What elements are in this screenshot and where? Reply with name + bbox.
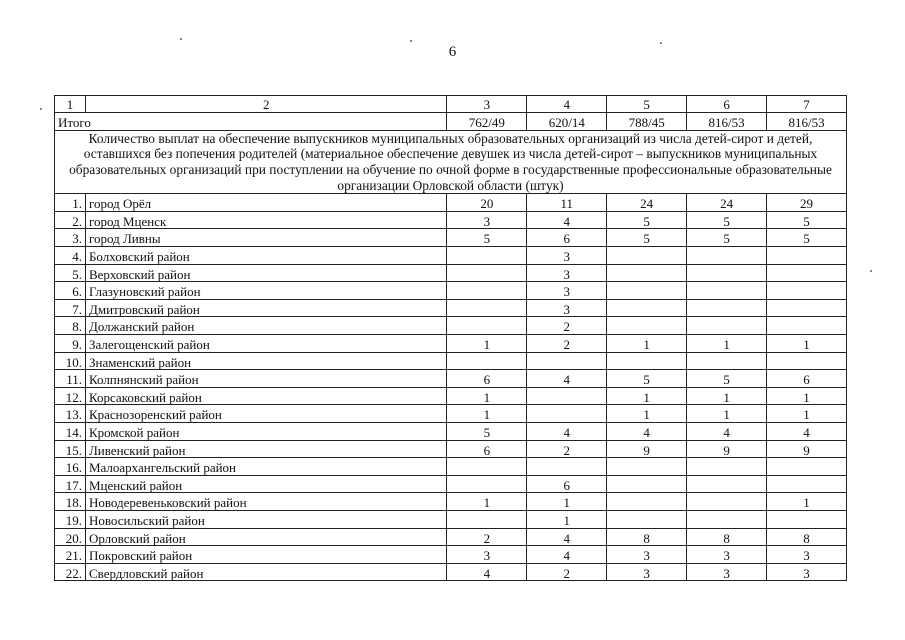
value-cell: [687, 493, 767, 511]
value-cell: [447, 317, 527, 335]
column-number: 4: [527, 96, 607, 113]
total-value: 620/14: [527, 113, 607, 131]
value-cell: 5: [687, 370, 767, 388]
value-cell: [607, 493, 687, 511]
value-cell: 1: [767, 493, 847, 511]
district-name: Ливенский район: [85, 440, 446, 458]
value-cell: 3: [687, 546, 767, 564]
table-row: [55, 247, 847, 265]
value-cell: [607, 282, 687, 300]
section-title: Количество выплат на обеспечение выпускников муниципальных образовательных организаций из числа детей-сирот и детей, оставшихся без попечения родителей (материальное обеспечение девушек из числа детей-сирот – выпускников муниципальных образовательных организаций при поступлении на обучение по очной форме в государственные профессиональные образовательные организации Орловской области (штук): [55, 130, 847, 194]
value-cell: 6: [527, 229, 607, 247]
value-cell: 1: [447, 335, 527, 353]
value-cell: [447, 352, 527, 370]
district-name: Покровский район: [85, 546, 446, 564]
value-cell: 5: [447, 229, 527, 247]
value-cell: [447, 282, 527, 300]
value-cell: 1: [447, 493, 527, 511]
row-number: 4.: [55, 247, 86, 265]
total-value: 788/45: [607, 113, 687, 131]
value-cell: 3: [767, 563, 847, 581]
value-cell: 2: [527, 317, 607, 335]
table-row: [55, 264, 847, 282]
value-cell: 1: [687, 387, 767, 405]
value-cell: 3: [687, 563, 767, 581]
total-value: 816/53: [687, 113, 767, 131]
value-cell: 4: [527, 528, 607, 546]
value-cell: 3: [607, 546, 687, 564]
column-number: 1: [55, 96, 86, 113]
value-cell: 2: [447, 528, 527, 546]
table-row: [55, 423, 847, 441]
value-cell: 4: [687, 423, 767, 441]
table-row: [55, 387, 847, 405]
table-row: [55, 317, 847, 335]
value-cell: 4: [527, 211, 607, 229]
row-number: 6.: [55, 282, 86, 300]
table-row: [55, 194, 847, 212]
value-cell: 5: [607, 370, 687, 388]
row-number: 9.: [55, 335, 86, 353]
value-cell: [607, 264, 687, 282]
scan-speck: [870, 270, 872, 272]
row-number: 20.: [55, 528, 86, 546]
district-name: Новодеревеньковский район: [85, 493, 446, 511]
district-name: Корсаковский район: [85, 387, 446, 405]
value-cell: [687, 458, 767, 476]
value-cell: 5: [767, 211, 847, 229]
value-cell: 11: [527, 194, 607, 212]
value-cell: 4: [607, 423, 687, 441]
value-cell: 3: [767, 546, 847, 564]
scan-speck: [410, 40, 412, 42]
value-cell: [767, 299, 847, 317]
district-name: Орловский район: [85, 528, 446, 546]
row-number: 12.: [55, 387, 86, 405]
table-row: [55, 405, 847, 423]
value-cell: 2: [527, 563, 607, 581]
district-name: Малоархангельский район: [85, 458, 446, 476]
value-cell: 1: [767, 335, 847, 353]
value-cell: [687, 352, 767, 370]
value-cell: 6: [447, 440, 527, 458]
row-number: 8.: [55, 317, 86, 335]
value-cell: [687, 475, 767, 493]
table-row: [55, 229, 847, 247]
district-name: Колпнянский район: [85, 370, 446, 388]
value-cell: 5: [607, 229, 687, 247]
total-label: Итого: [55, 113, 447, 131]
value-cell: [527, 458, 607, 476]
value-cell: 9: [687, 440, 767, 458]
column-number: 5: [607, 96, 687, 113]
value-cell: [607, 247, 687, 265]
value-cell: [607, 299, 687, 317]
value-cell: 6: [527, 475, 607, 493]
value-cell: [767, 317, 847, 335]
value-cell: [607, 317, 687, 335]
value-cell: 24: [607, 194, 687, 212]
row-number: 7.: [55, 299, 86, 317]
column-number: 3: [447, 96, 527, 113]
value-cell: [767, 282, 847, 300]
row-number: 19.: [55, 510, 86, 528]
column-number: 7: [767, 96, 847, 113]
value-cell: 1: [527, 510, 607, 528]
table-row: [55, 510, 847, 528]
district-name: Знаменский район: [85, 352, 446, 370]
value-cell: [687, 264, 767, 282]
row-number: 17.: [55, 475, 86, 493]
value-cell: 4: [767, 423, 847, 441]
value-cell: 3: [527, 247, 607, 265]
table-body: [55, 96, 847, 581]
data-table: [54, 95, 847, 581]
value-cell: 1: [607, 405, 687, 423]
row-number: 10.: [55, 352, 86, 370]
value-cell: 5: [687, 229, 767, 247]
district-name: Глазуновский район: [85, 282, 446, 300]
value-cell: 1: [447, 387, 527, 405]
value-cell: 1: [767, 405, 847, 423]
value-cell: 8: [767, 528, 847, 546]
value-cell: [527, 405, 607, 423]
value-cell: 5: [447, 423, 527, 441]
value-cell: 4: [527, 423, 607, 441]
value-cell: 1: [767, 387, 847, 405]
value-cell: 29: [767, 194, 847, 212]
table-row: [55, 546, 847, 564]
value-cell: [447, 510, 527, 528]
table-row: [55, 352, 847, 370]
value-cell: [527, 387, 607, 405]
value-cell: 4: [447, 563, 527, 581]
table-row: [55, 370, 847, 388]
value-cell: 4: [527, 370, 607, 388]
value-cell: [447, 247, 527, 265]
column-number-row: [55, 96, 847, 113]
value-cell: 24: [687, 194, 767, 212]
total-row: [55, 113, 847, 131]
row-number: 18.: [55, 493, 86, 511]
district-name: Мценский район: [85, 475, 446, 493]
value-cell: [447, 264, 527, 282]
value-cell: [687, 299, 767, 317]
value-cell: 3: [447, 211, 527, 229]
district-name: Кромской район: [85, 423, 446, 441]
value-cell: [447, 475, 527, 493]
value-cell: 3: [607, 563, 687, 581]
district-name: Свердловский район: [85, 563, 446, 581]
row-number: 14.: [55, 423, 86, 441]
row-number: 22.: [55, 563, 86, 581]
row-number: 21.: [55, 546, 86, 564]
table-row: [55, 458, 847, 476]
table-row: [55, 475, 847, 493]
column-number: 6: [687, 96, 767, 113]
total-value: 762/49: [447, 113, 527, 131]
value-cell: [687, 282, 767, 300]
value-cell: 9: [767, 440, 847, 458]
row-number: 3.: [55, 229, 86, 247]
table-row: [55, 282, 847, 300]
district-name: Краснозоренский район: [85, 405, 446, 423]
value-cell: 8: [607, 528, 687, 546]
value-cell: 1: [687, 405, 767, 423]
value-cell: 3: [527, 264, 607, 282]
value-cell: 1: [447, 405, 527, 423]
value-cell: 4: [527, 546, 607, 564]
district-name: город Мценск: [85, 211, 446, 229]
value-cell: [767, 458, 847, 476]
value-cell: 1: [607, 387, 687, 405]
row-number: 1.: [55, 194, 86, 212]
scan-speck: [660, 42, 662, 44]
value-cell: [767, 475, 847, 493]
value-cell: 6: [447, 370, 527, 388]
district-name: Залегощенский район: [85, 335, 446, 353]
table-row: [55, 211, 847, 229]
value-cell: 3: [447, 546, 527, 564]
table-row: [55, 563, 847, 581]
value-cell: 1: [607, 335, 687, 353]
value-cell: [447, 299, 527, 317]
value-cell: 1: [687, 335, 767, 353]
value-cell: [767, 352, 847, 370]
value-cell: [767, 510, 847, 528]
value-cell: 3: [527, 282, 607, 300]
value-cell: 20: [447, 194, 527, 212]
value-cell: [687, 317, 767, 335]
district-name: Дмитровский район: [85, 299, 446, 317]
value-cell: 1: [527, 493, 607, 511]
row-number: 5.: [55, 264, 86, 282]
district-name: Должанский район: [85, 317, 446, 335]
district-name: город Ливны: [85, 229, 446, 247]
value-cell: 6: [767, 370, 847, 388]
value-cell: 5: [687, 211, 767, 229]
row-number: 16.: [55, 458, 86, 476]
scan-speck: [180, 38, 182, 40]
value-cell: [607, 458, 687, 476]
district-name: Новосильский район: [85, 510, 446, 528]
value-cell: [447, 458, 527, 476]
scan-speck: [40, 108, 42, 110]
district-name: город Орёл: [85, 194, 446, 212]
value-cell: 5: [767, 229, 847, 247]
value-cell: [767, 264, 847, 282]
value-cell: 5: [607, 211, 687, 229]
value-cell: [767, 247, 847, 265]
value-cell: 2: [527, 440, 607, 458]
column-number: 2: [85, 96, 446, 113]
value-cell: 8: [687, 528, 767, 546]
total-value: 816/53: [767, 113, 847, 131]
section-title-row: [55, 130, 847, 194]
value-cell: 3: [527, 299, 607, 317]
value-cell: [687, 510, 767, 528]
district-name: Верховский район: [85, 264, 446, 282]
row-number: 13.: [55, 405, 86, 423]
table-row: [55, 528, 847, 546]
value-cell: [607, 352, 687, 370]
value-cell: 9: [607, 440, 687, 458]
row-number: 15.: [55, 440, 86, 458]
value-cell: [607, 475, 687, 493]
row-number: 11.: [55, 370, 86, 388]
table-row: [55, 493, 847, 511]
district-name: Болховский район: [85, 247, 446, 265]
value-cell: [607, 510, 687, 528]
table-row: [55, 440, 847, 458]
value-cell: [687, 247, 767, 265]
table-row: [55, 335, 847, 353]
value-cell: [527, 352, 607, 370]
row-number: 2.: [55, 211, 86, 229]
value-cell: 2: [527, 335, 607, 353]
page-number: 6: [448, 44, 457, 60]
table-row: [55, 299, 847, 317]
